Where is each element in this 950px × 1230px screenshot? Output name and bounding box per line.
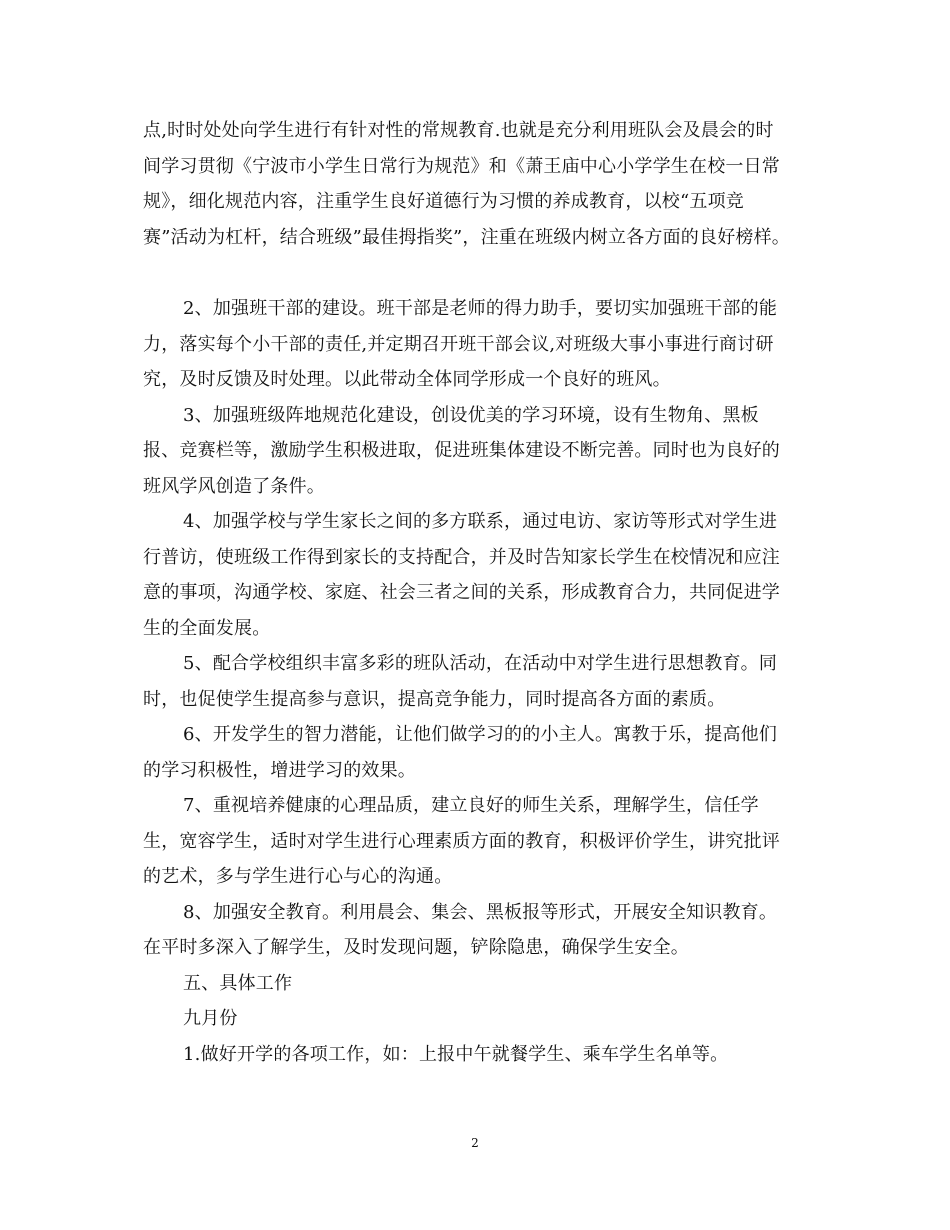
paragraph-item-6-line: 6、开发学生的智力潜能，让他们做学习的的小主人。寓教于乐，提高他们 — [183, 724, 778, 745]
paragraph-gap — [143, 255, 807, 291]
text-line: 意的事项，沟通学校、家庭、社会三者之间的关系，形成教育合力，共同促进学 — [143, 582, 780, 603]
text-line: 生的全面发展。 — [143, 617, 271, 639]
page-number: 2 — [471, 1136, 479, 1150]
task-item-line: 1.做好开学的各项工作，如：上报中午就餐学生、乘车学生名单等。 — [183, 1043, 729, 1065]
text-line: 行普访，使班级工作得到家长的支持配合，并及时告知家长学生在校情况和应注 — [143, 546, 780, 568]
text-line: 生，宽容学生，适时对学生进行心理素质方面的教育，积极评价学生，讲究批评 — [143, 830, 780, 852]
text-line: 在平时多深入了解学生，及时发现问题，铲除隐患，确保学生安全。 — [143, 937, 689, 958]
paragraph-item-8-line: 8、加强安全教育。利用晨会、集会、黑板报等形式，开展安全知识教育。 — [183, 901, 778, 923]
text-line: 的艺术，多与学生进行心与心的沟通。 — [143, 866, 453, 887]
paragraph-item-5-line: 5、配合学校组织丰富多彩的班队活动，在活动中对学生进行思想教育。同 — [183, 653, 778, 674]
document-body — [143, 113, 807, 1072]
text-line: 赛”活动为杠杆，结合班级”最佳拇指奖”，注重在班级内树立各方面的良好榜样。 — [143, 226, 791, 248]
text-line: 报、竞赛栏等，激励学生积极进取，促进班集体建设不断完善。同时也为良好的 — [143, 440, 780, 461]
month-heading: 九月份 — [183, 1008, 238, 1029]
text-line: 究，及时反馈及时处理。以此带动全体同学形成一个良好的班风。 — [143, 369, 671, 390]
paragraph-item-7-line: 7、重视培养健康的心理品质，建立良好的师生关系，理解学生，信任学 — [183, 795, 759, 816]
text-line: 规》，细化规范内容，注重学生良好道德行为习惯的养成教育，以校“五项竞 — [143, 191, 744, 212]
text-line: 的学习积极性，增进学习的效果。 — [143, 759, 416, 781]
paragraph-item-3-line: 3、加强班级阵地规范化建设，创设优美的学习环境，设有生物角、黑板 — [183, 404, 759, 426]
paragraph-item-4-line: 4、加强学校与学生家长之间的多方联系，通过电访、家访等形式对学生进 — [183, 511, 778, 532]
text-line: 力，落实每个小干部的责任,并定期召开班干部会议,对班级大事小事进行商讨研 — [143, 333, 774, 355]
text-line: 班风学风创造了条件。 — [143, 475, 325, 497]
paragraph-item-2-line: 2、加强班干部的建设。班干部是老师的得力助手，要切实加强班干部的能 — [183, 298, 778, 319]
text-line: 间学习贯彻《宁波市小学生日常行为规范》和《萧王庙中心小学学生在校一日常 — [143, 155, 780, 177]
section-heading: 五、具体工作 — [183, 972, 293, 994]
text-line: 时，也促使学生提高参与意识，提高竞争能力，同时提高各方面的素质。 — [143, 688, 726, 710]
text-line: 点,时时处处向学生进行有针对性的常规教育.也就是充分利用班队会及晨会的时 — [143, 120, 774, 141]
